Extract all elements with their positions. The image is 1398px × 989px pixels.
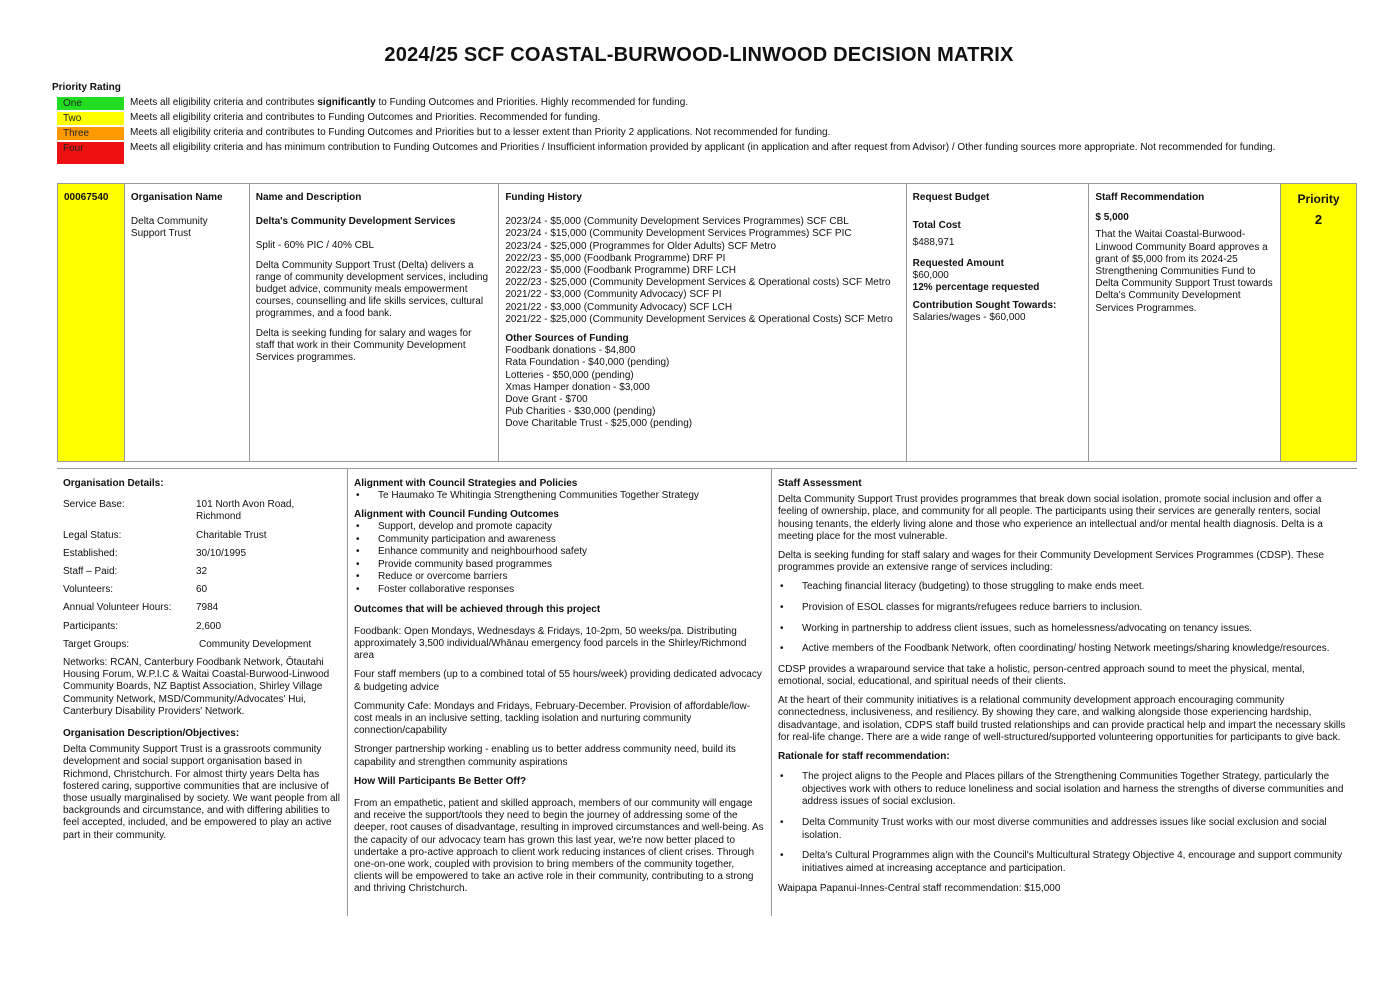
assessment-paragraph: At the heart of their community initiatives is a relational community development approach encouraging community connectedness, inclusiveness, and resiliency. By showing they care, and walking alongside those experiencing hardship, disadvantage, and isolation, CDPS staff build trusted relationships and can provide practical help and impart the necessary skills for real-life change. There are a wide range of well-structured/supported volunteering opportunities for participants to give back. [778, 695, 1346, 743]
rationale-item: • The project aligns to the People and Places pillars of the Strengthening Communities Together Strategy, particularly the objectives work with others to reduce loneliness and social isolation and harness the strengths of diverse communities and address issues of social exclusion. [778, 771, 1351, 809]
volunteers-row [63, 584, 341, 596]
staff-paid-value: 32 [196, 566, 208, 577]
organisation-cell [125, 184, 250, 461]
achieved-item: Community Cafe: Mondays and Fridays, February-December. Provision of affordable/low-cost meals in an inclusive setting, tackling isolation and nurturing community connection/capability [354, 700, 751, 737]
priority-cell [1281, 184, 1356, 461]
assessment-paragraph: Delta Community Support Trust provides programmes that break down social isolation, promote social inclusion and offer a feeling of ownership, place, and community for all people. The participants using their services are generally renters, social housing tenants, the elderly living alone and those who experience an intellectual and/or mental health diagnosis. Delta is a meeting place for the most vulnerable. [778, 494, 1323, 542]
alignment-column [348, 469, 772, 916]
established-row [63, 548, 341, 560]
outcome-item: • Provide community based programmes [354, 559, 765, 572]
outcome-item: • Reduce or overcome barriers [354, 571, 765, 584]
funding-history-cell [499, 184, 906, 461]
achieved-item: Four staff members (up to a combined total of 55 hours/week) providing dedicated advocacy & budgeting advice [354, 669, 762, 693]
details-section [57, 468, 1357, 916]
legal-status-label: Legal Status: [63, 529, 122, 541]
staff-recommendation-amount: $ 5,000 [1095, 212, 1129, 224]
participants-value: 2,600 [196, 620, 222, 632]
percentage-requested: 12% percentage requested [912, 281, 1040, 293]
other-sources-list [505, 345, 899, 430]
contribution-sought-value: Salaries/wages - $60,000 [912, 312, 1026, 324]
achieved-heading: Outcomes that will be achieved through this project [354, 603, 601, 615]
assessment-footer: Waipapa Papanui-Innes-Central staff recommendation: $15,000 [778, 883, 1061, 895]
funding-history-item: 2023/24 - $25,000 (Programmes for Older Adults) SCF Metro [505, 240, 777, 252]
request-budget-cell [907, 184, 1090, 461]
strategies-heading: Alignment with Council Strategies and Policies [354, 478, 578, 489]
funding-history-item: 2023/24 - $5,000 (Community Development Services Programmes) SCF CBL [505, 216, 849, 228]
funding-history-item: 2022/23 - $25,000 (Community Development Services & Operational costs) SCF Metro [505, 277, 891, 289]
legend-row-three [57, 127, 1317, 140]
legend-swatch-four: Four [57, 142, 124, 164]
service-item: • Teaching financial literacy (budgeting) to those struggling to make ends meet. [778, 581, 1351, 594]
page-title: 2024/25 SCF COASTAL-BURWOOD-LINWOOD DECISION MATRIX [384, 44, 1014, 66]
achieved-item: Foodbank: Open Mondays, Wednesdays & Fridays, 10-2pm, 50 weeks/pa. Distributing approximately 3,500 individual/Whānau emergency food parcels in the Shirley/Richmond area [354, 625, 747, 662]
other-source-item: Xmas Hamper donation - $3,000 [505, 381, 650, 393]
description-header: Name and Description [255, 192, 362, 203]
org-description-text: Delta Community Support Trust is a grassroots community development and social support organisation based in Richmond, Christchurch. For almost thirty years Delta has fostered caring, supportive communities that are inclusive of those usually marginalised by society. We want people from all backgrounds and circumstance, and with differing abilities to feel accepted, included, and be empowered to play an active part in their community. [63, 744, 340, 841]
outcome-item: • Support, develop and promote capacity [354, 521, 765, 534]
achieved-item: Stronger partnership working - enabling us to better address community need, build its capability and strengthen community aspirations [354, 744, 736, 768]
rationale-list [778, 771, 1351, 875]
funding-history-item: 2023/24 - $15,000 (Community Development Services Programmes) SCF PIC [505, 228, 852, 240]
service-base-label: Service Base: [63, 499, 125, 511]
rationale-heading: Rationale for staff recommendation: [778, 751, 950, 762]
priority-value: 2 [1314, 211, 1323, 227]
rationale-item: • Delta Community Trust works with our most diverse communities and addresses issues like social exclusion and social isolation. [778, 817, 1351, 842]
networks-text: Networks: RCAN, Canterbury Foodbank Network, Ōtautahi Housing Forum, W.P.I.C & Waitai Coastal-Burwood-Linwood Community Boards, NZ Baptist Association, Shirley Village Community Network, MSD/Community/Advocates' Hui, Canterbury Disability Providers' Network. [63, 657, 330, 717]
volunteers-label: Volunteers: [63, 584, 114, 596]
strategy-item: • Te Haumako Te Whitingia Strengthening Communities Together Strategy [354, 490, 765, 503]
service-base-value: 101 North Avon Road, Richmond [196, 499, 295, 523]
application-id: 00067540 [64, 192, 109, 203]
better-off-heading: How Will Participants Be Better Off? [354, 775, 527, 787]
outcome-item: • Foster collaborative responses [354, 584, 765, 597]
legend-swatch-one: One [57, 97, 124, 110]
assessment-heading: Staff Assessment [778, 478, 862, 489]
target-groups-value: Community Development [199, 638, 312, 650]
legend-text-three: Meets all eligibility criteria and contributes to Funding Outcomes and Priorities but to a lesser extent than Priority 2 applications. Not recommended for funding. [130, 127, 831, 138]
funding-history-item: 2022/23 - $5,000 (Foodbank Programme) DRF PI [505, 252, 726, 264]
requested-amount-value: $60,000 [912, 269, 949, 281]
other-source-item: Lotteries - $50,000 (pending) [505, 369, 634, 381]
service-base-row [63, 499, 341, 523]
other-source-item: Rata Foundation - $40,000 (pending) [505, 357, 670, 369]
legend-text-four: Meets all eligibility criteria and has minimum contribution to Funding Outcomes and Priorities / Insufficient information provided by applicant (in application and after request from Advisor) / Other funding sources more appropriate. Not recommended for funding. [130, 142, 1276, 153]
target-groups-label: Target Groups: [63, 638, 130, 650]
org-details-heading: Organisation Details: [63, 478, 164, 489]
other-sources-header: Other Sources of Funding [505, 333, 629, 345]
legend-row-two [57, 112, 1317, 125]
volunteers-value: 60 [196, 584, 208, 596]
staff-paid-row [63, 566, 341, 578]
org-name-header: Organisation Name [130, 192, 223, 203]
total-cost-label: Total Cost [912, 220, 961, 232]
strategies-list [354, 490, 765, 503]
established-value: 30/10/1995 [196, 547, 247, 559]
other-source-item: Dove Charitable Trust - $25,000 (pending) [505, 418, 693, 430]
staff-paid-label: Staff – Paid: [63, 566, 118, 577]
rationale-item: • Delta's Cultural Programmes align with the Council's Multicultural Strategy Objective 4, encourage and support community initiatives aimed at increasing acceptance and participation. [778, 850, 1351, 875]
funding-history-list [505, 216, 899, 326]
request-budget-header: Request Budget [912, 192, 990, 203]
priority-legend [57, 97, 1317, 166]
funding-history-header: Funding History [505, 192, 582, 203]
volunteer-hours-label: Annual Volunteer Hours: [63, 602, 172, 614]
outcome-item: • Enhance community and neighbourhood safety [354, 546, 765, 559]
requested-amount-label: Requested Amount [912, 257, 1004, 269]
other-source-item: Foodbank donations - $4,800 [505, 345, 636, 357]
priority-rating-heading: Priority Rating [52, 82, 121, 93]
service-item: • Active members of the Foodbank Network, often coordinating/ hosting Network meetings/sharing knowledge/resources. [778, 643, 1351, 656]
total-cost-value: $488,971 [912, 237, 955, 249]
application-id-cell [58, 184, 125, 461]
outcome-item: • Community participation and awareness [354, 534, 765, 547]
legend-text-one: Meets all eligibility criteria and contributes significantly to Funding Outcomes and Priorities. Highly recommended for funding. [130, 97, 689, 108]
staff-recommendation-cell [1089, 184, 1281, 461]
established-label: Established: [63, 547, 118, 559]
funding-split: Split - 60% PIC / 40% CBL [255, 240, 375, 252]
funding-history-item: 2021/22 - $3,000 (Community Advocacy) SCF LCH [505, 301, 733, 313]
description-cell [250, 184, 500, 461]
assessment-paragraph: CDSP provides a wraparound service that take a holistic, person-centred approach sound to meet the physical, mental, emotional, social, educational, and spiritual needs of their clients. [778, 663, 1305, 687]
legend-text-two: Meets all eligibility criteria and contributes to Funding Outcomes and Priorities. Recommended for funding. [130, 112, 601, 123]
services-list [778, 581, 1351, 655]
organisation-details-column [57, 469, 348, 916]
legend-row-one [57, 97, 1317, 110]
priority-label: Priority [1297, 192, 1340, 206]
assessment-paragraph: Delta is seeking funding for staff salary and wages for their Community Development Services Programmes (CDSP). These programmes provide an extensive range of services including: [778, 550, 1324, 574]
legend-swatch-three: Three [57, 127, 124, 140]
other-source-item: Pub Charities - $30,000 (pending) [505, 406, 656, 418]
legal-status-value: Charitable Trust [196, 529, 267, 541]
decision-matrix [57, 183, 1357, 462]
volunteer-hours-row [63, 602, 341, 614]
outcomes-list [354, 521, 765, 597]
service-item: • Working in partnership to address client issues, such as homelessness/advocating on tenancy issues. [778, 623, 1351, 636]
participants-row [63, 621, 341, 633]
participants-label: Participants: [63, 620, 119, 632]
better-off-text: From an empathetic, patient and skilled approach, members of our community will engage and receive the support/tools they need to begin the journey of addressing some of the deeper, root causes of disadvantage, resulting in improved circumstances and well-being. As the capacity of our advocacy team has grown this last year, we're now better placed to undertake a pro-active approach to client work reducing instances of client crises. Through one-on-one work, coupled with provision to bring members of the community together, clients will be empowered to take an active role in their community, contributing to a strong and thriving Christchurch. [354, 797, 764, 895]
service-item: • Provision of ESOL classes for migrants/refugees reduce barriers to inclusion. [778, 602, 1351, 615]
outcomes-heading: Alignment with Council Funding Outcomes [354, 508, 559, 520]
other-source-item: Dove Grant - $700 [505, 394, 588, 406]
org-name: Delta Community Support Trust [130, 216, 208, 240]
target-groups-row [63, 639, 341, 651]
org-description-heading: Organisation Description/Objectives: [63, 728, 240, 740]
staff-recommendation-header: Staff Recommendation [1095, 192, 1205, 203]
legal-status-row [63, 530, 341, 542]
legend-row-four [57, 142, 1317, 164]
funding-history-item: 2022/23 - $5,000 (Foodbank Programme) DRF LCH [505, 265, 736, 276]
funding-history-item: 2021/22 - $25,000 (Community Development Services & Operational Costs) SCF Metro [505, 313, 893, 325]
funding-history-item: 2021/22 - $3,000 (Community Advocacy) SCF PI [505, 289, 722, 301]
legend-swatch-two: Two [57, 112, 124, 125]
staff-assessment-column [772, 469, 1357, 916]
staff-recommendation-text: That the Waitai Coastal-Burwood-Linwood Community Board approves a grant of $5,000 from its 2024-25 Strengthening Communities Fund to Delta Community Support Trust towards Delta's Community Development Services Programmes. [1095, 229, 1273, 314]
project-title: Delta's Community Development Services [255, 216, 456, 228]
contribution-sought-label: Contribution Sought Towards: [912, 300, 1057, 312]
project-description: Delta Community Support Trust (Delta) delivers a range of community development services, including budget advice, community meals empowerment courses, counselling and life skills services, cultural programmes, and a food bank. [255, 259, 489, 320]
project-purpose: Delta is seeking funding for salary and wages for staff that work in their Community Development Services programmes. [255, 327, 472, 363]
volunteer-hours-value: 7984 [196, 602, 219, 614]
